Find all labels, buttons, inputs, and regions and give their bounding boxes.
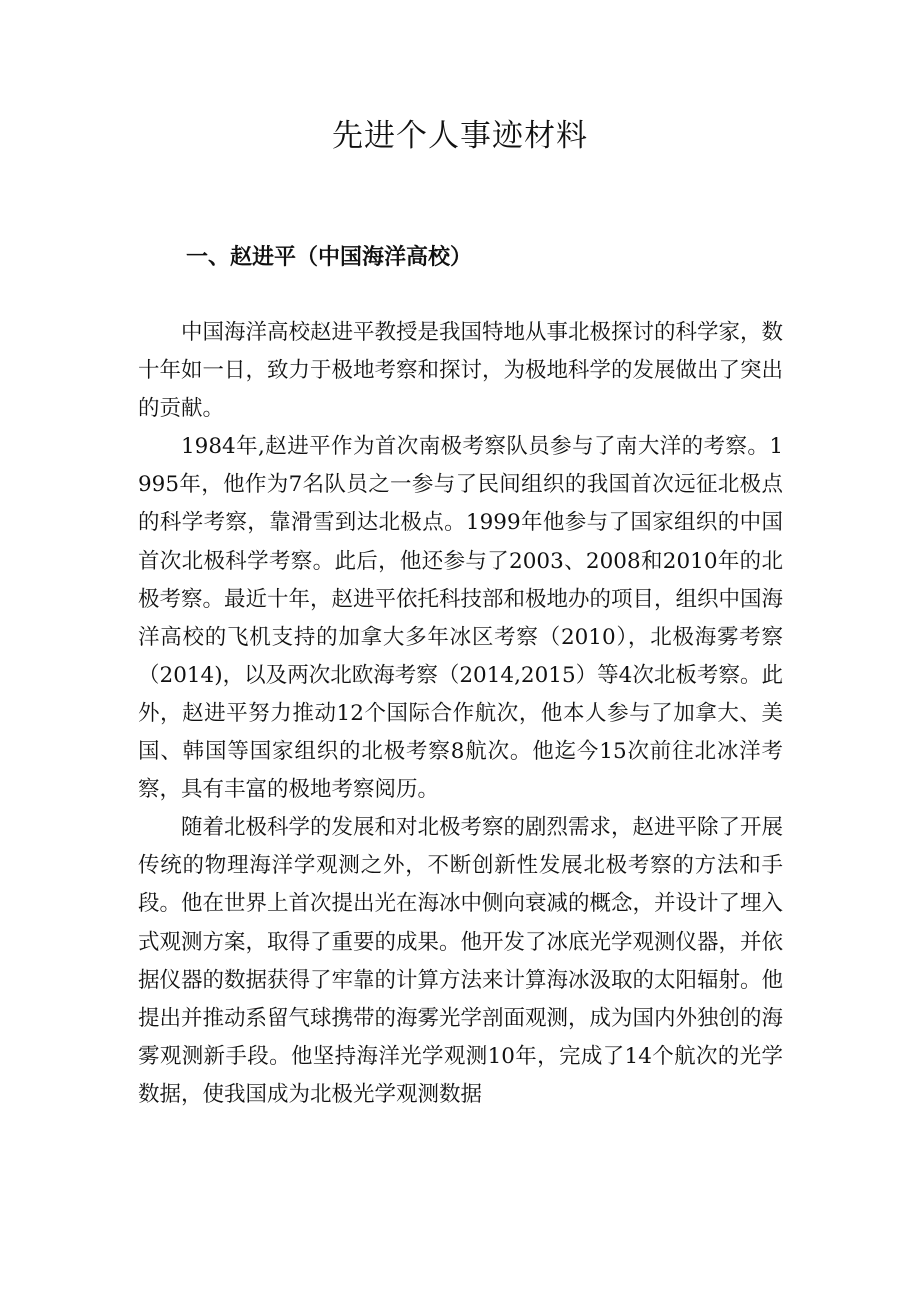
paragraph-intro: 中国海洋高校赵进平教授是我国特地从事北极探讨的科学家，数十年如一日，致力于极地考察和探讨，为极地科学的发展做出了突出的贡献。	[138, 320, 784, 422]
paragraph-expeditions: 1984年,赵进平作为首次南极考察队员参与了南大洋的考察。1995年，他作为7名队员之一参与了民间组织的我国首次远征北极点的科学考察，靠滑雪到达北极点。1999年他参与了国家组织的中国首次北极科学考察。此后，他还参与了2003、2008和2010年的北极考察。最近十年，赵进平依托科技部和极地办的项目，组织中国海洋高校的飞机支持的加拿大多年冰区考察（2010），北极海雾考察（2014)，以及两次北欧海考察（2014,2015）等4次北板考察。此外，赵进平努力推动12个国际合作航次，他本人参与了加拿大、美国、韩国等国家组织的北极考察8航次。他迄今15次前往北冰洋考察，具有丰富的极地考察阅历。	[138, 434, 784, 803]
document-title: 先进个人事迹材料	[332, 118, 588, 154]
section-heading: 一、赵进平（中国海洋高校）	[186, 245, 473, 270]
body-text	[138, 314, 783, 1114]
paragraph-innovation: 随着北极科学的发展和对北极考察的剧烈需求，赵进平除了开展传统的物理海洋学观测之外，不断创新性发展北极考察的方法和手段。他在世界上首次提出光在海冰中侧向衰减的概念，并设计了埋入式观测方案，取得了重要的成果。他开发了冰底光学观测仪器，并依据仪器的数据获得了牢靠的计算方法来计算海冰汲取的太阳辐射。他提出并推动系留气球携带的海雾光学剖面观测，成为国内外独创的海雾观测新手段。他坚持海洋光学观测10年，完成了14个航次的光学数据，使我国成为北极光学观测数据	[138, 815, 784, 1107]
